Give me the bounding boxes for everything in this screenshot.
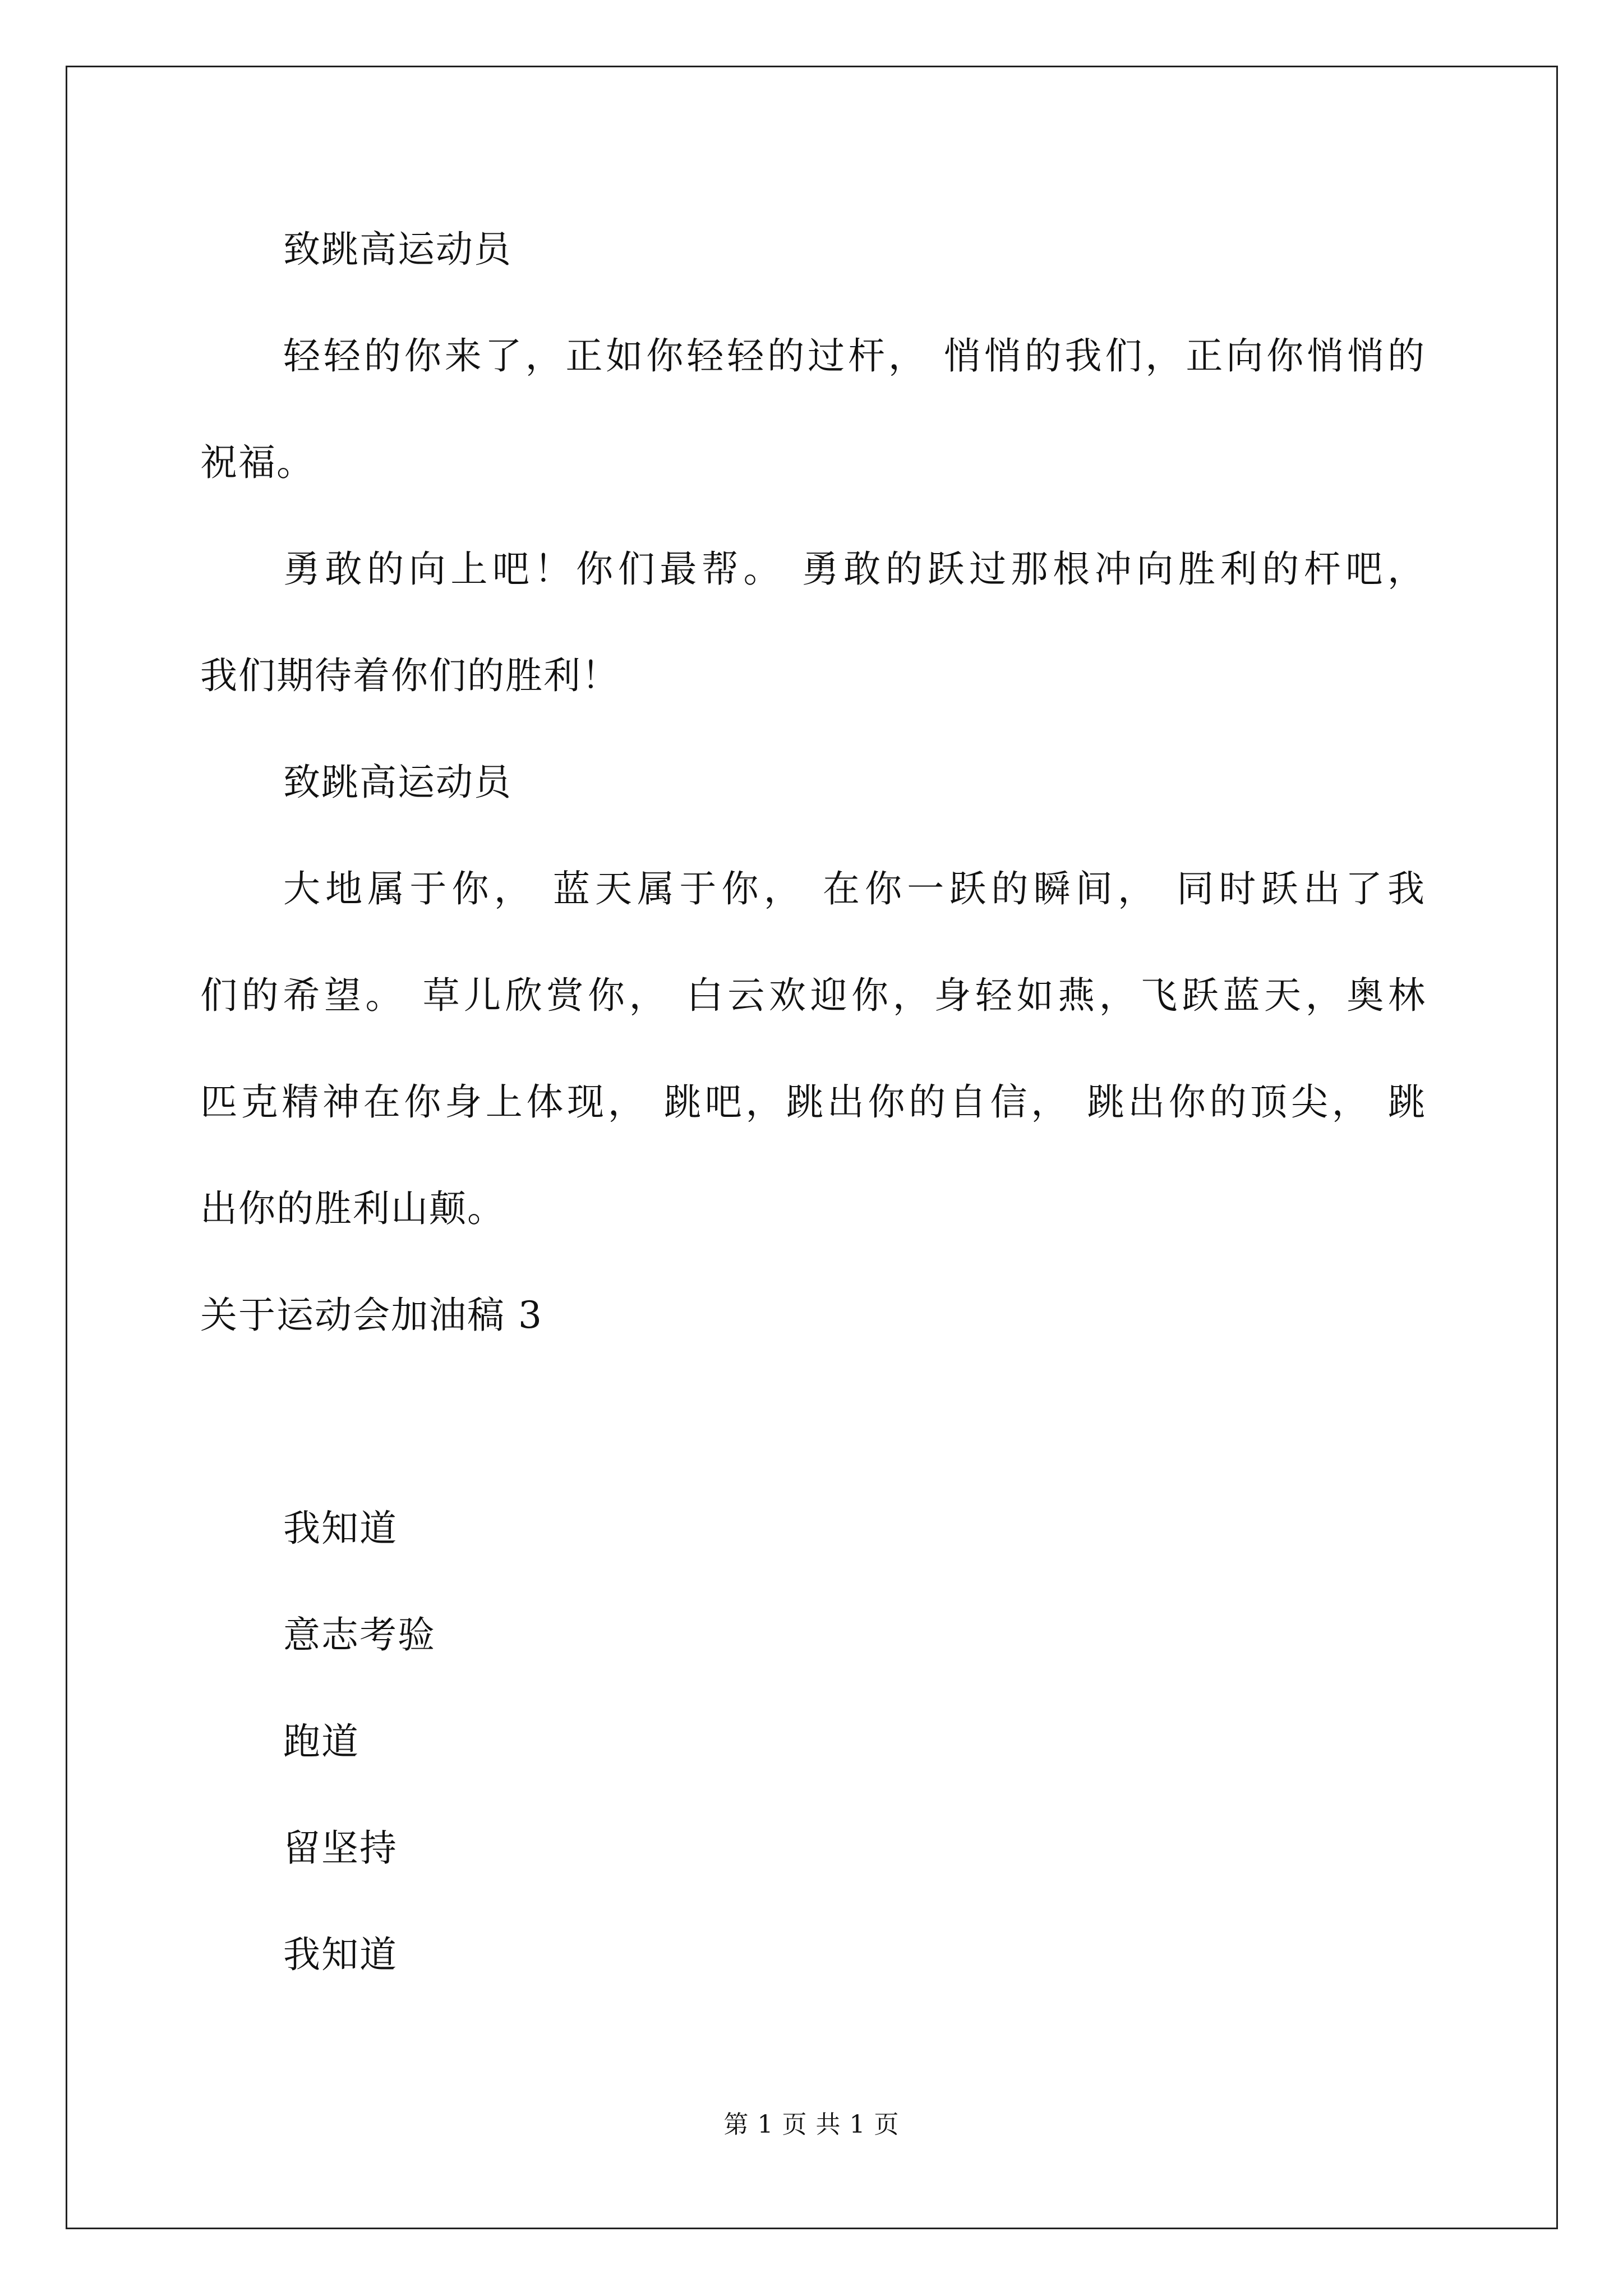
section-heading: 致跳高运动员 [283,761,512,804]
paragraph-line: 出你的胜利山颠。 [200,1187,505,1230]
paragraph-line: 祝福。 [200,441,315,484]
paragraph-line: 匹克精神在你身上体现， 跳吧，跳出你的自信， 跳出你的顶尖， 跳 [200,1080,1426,1124]
paragraph-line: 大地属于你， 蓝天属于你， 在你一跃的瞬间， 同时跃出了我 [283,867,1426,910]
poem-line: 意志考验 [283,1613,436,1657]
paragraph-line: 轻轻的你来了，正如你轻轻的过杆， 悄悄的我们，正向你悄悄的 [283,334,1426,378]
article-title: 关于运动会加油稿 3 [200,1294,543,1337]
poem-line: 我知道 [283,1507,398,1550]
paragraph-line: 勇敢的向上吧！你们最帮。 勇敢的跃过那根冲向胜利的杆吧， [283,547,1426,591]
paragraph-line: 我们期待着你们的胜利！ [200,654,620,697]
section-heading: 致跳高运动员 [283,228,512,271]
poem-line: 留坚持 [283,1826,398,1870]
poem-line: 我知道 [283,1933,398,1976]
poem-line: 跑道 [283,1720,359,1763]
page-footer: 第 1 页 共 1 页 [723,2110,900,2139]
paragraph-line: 们的希望。 草儿欣赏你， 白云欢迎你，身轻如燕，飞跃蓝天，奥林 [200,974,1426,1017]
page-border [66,66,1558,2229]
